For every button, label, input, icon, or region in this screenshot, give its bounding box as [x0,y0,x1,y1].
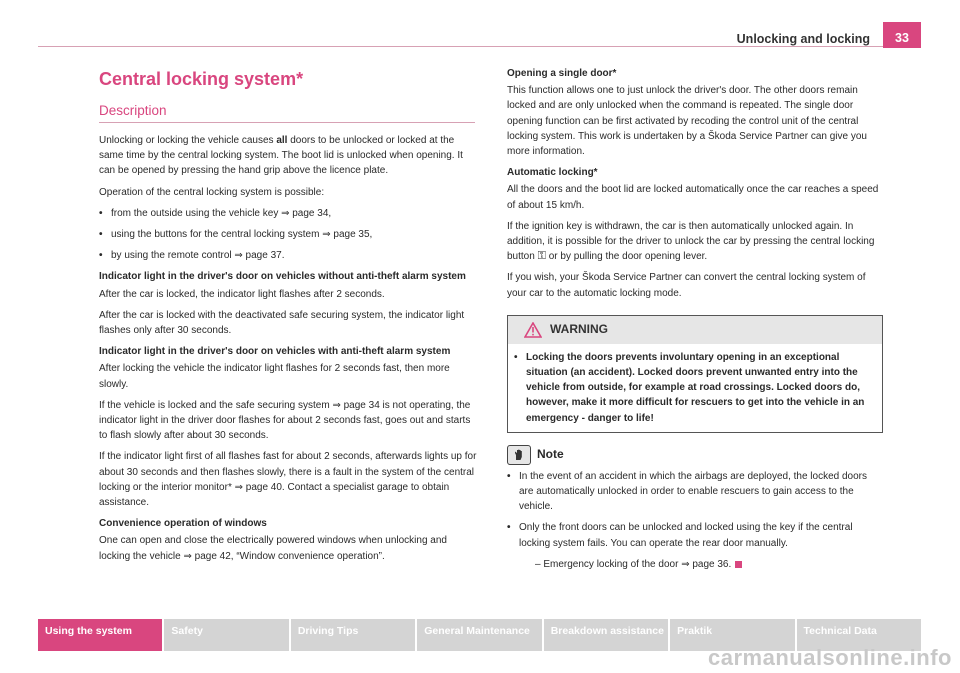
warning-text: • Locking the doors prevents involuntary opening in an exceptional situation (an accident). Locked doors prevent unwanted entry into the vehicle from outside, for example at road crossings. Locked doors do, however, make it more difficult for rescuers to get into the vehicle in an emergency - danger to life! [514,351,865,424]
tab-general-maintenance[interactable]: General Maintenance [417,619,541,651]
subheading: Automatic locking* [507,167,598,179]
paragraph: After the car is locked, the indicator light flashes after 2 seconds. [99,288,385,300]
paragraph: After locking the vehicle the indicator light flashes for 2 seconds fast, then more slowly. [99,363,450,390]
note-heading: Note [507,445,883,465]
paragraph: This function allows one to just unlock the driver's door. The other doors remain locked and are only unlocked when the command is repeated. The single door opening function can be first activated by recoding the control unit of the central locking system. This work is undertaken by a Škoda Service Partner can give you more information. [507,85,867,158]
tab-technical-data[interactable]: Technical Data [797,619,921,651]
tab-praktik[interactable]: Praktik [670,619,794,651]
paragraph: If you wish, your Škoda Service Partner can convert the central locking system of your car to the automatic locking mode. [507,272,866,299]
subheading: Indicator light in the driver's door on vehicles without anti-theft alarm system [99,271,466,283]
dash-item: – Emergency locking of the door ⇒ page 36. [507,557,883,572]
section-end-mark [735,561,742,568]
paragraph: If the vehicle is locked and the safe securing system ⇒ page 34 is not operating, the indicator light in the driver door flashes for about 2 seconds fast, goes out and starts to flash slowly after about 30 seconds. [99,399,471,442]
subheading: Indicator light in the driver's door on vehicles with anti-theft alarm system [99,346,451,358]
subheading: Opening a single door* [507,68,617,79]
tab-safety[interactable]: Safety [164,619,288,651]
paragraph: After the car is locked with the deactivated safe securing system, the indicator light flashes only after 30 seconds. [99,309,465,337]
section-rule [99,122,475,123]
note-hand-icon [507,445,531,465]
paragraph: If the ignition key is withdrawn, the car is then automatically unlocked again. In addition, it is possible for the driver to unlock the car by pressing the central locking button ⚿ or by pulling the door opening lever. [507,220,875,263]
page-number: 33 [883,22,921,48]
list-item: • by using the remote control ⇒ page 37. [99,250,285,262]
right-column [507,66,883,578]
subheading: Convenience operation of windows [99,518,267,530]
paragraph: One can open and close the electrically powered windows when unlocking and locking the vehicle ⇒ page 42, “Window convenience operation”. [99,535,447,562]
watermark: carmanualsonline.info [708,645,952,670]
tab-driving-tips[interactable]: Driving Tips [291,619,415,651]
warning-box [507,315,883,433]
list-item: • Only the front doors can be unlocked and locked using the key if the central locking system fails. You can operate the rear door manually. [507,522,853,549]
paragraph: All the doors and the boot lid are locked automatically once the car reaches a speed of about 15 km/h. [507,184,879,211]
warning-title: WARNING [550,322,608,337]
paragraph: If the indicator light first of all flashes fast for about 2 seconds, afterwards lights up for about 30 seconds and then flashes slowly, there is a fault in the system of the central locking or the interior monitor* ⇒ page 40. Contact a specialist garage to obtain assistance. [99,451,477,509]
tab-using-the-system[interactable]: Using the system [38,619,162,651]
tab-breakdown-assistance[interactable]: Breakdown assistance [544,619,668,651]
header-rule [38,46,920,47]
list-item: • In the event of an accident in which the airbags are deployed, the locked doors are automatically unlocked in order to enable rescuers to gain access to the vehicle. [507,470,868,513]
page-title: Central locking system* [99,69,304,89]
lock-button-icon: ⚿ [537,250,546,263]
operation-paragraph: Operation of the central locking system is possible: [99,186,325,198]
left-column [99,66,479,570]
list-item: • from the outside using the vehicle key ⇒ page 34, [99,207,332,219]
intro-paragraph: Unlocking or locking the vehicle causes all doors to be unlocked or locked at the same time by the central locking system. The boot lid is unlocked when opening. It can be opened by pressing the hand grip above the licence plate. [99,135,463,177]
chapter-title: Unlocking and locking [736,32,870,46]
warning-triangle-icon [524,322,542,338]
section-heading: Description [99,103,167,118]
list-item: • using the buttons for the central locking system ⇒ page 35, [99,229,373,241]
